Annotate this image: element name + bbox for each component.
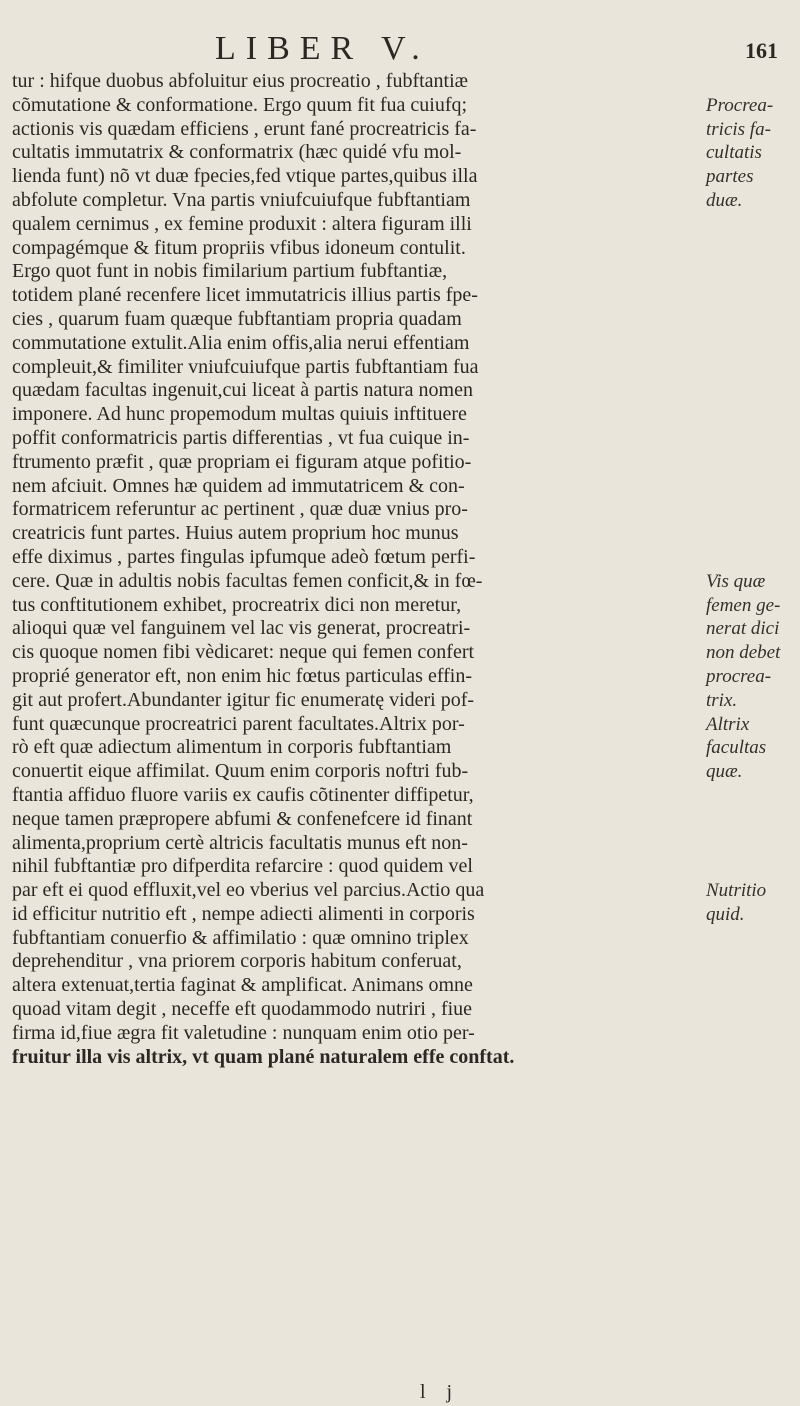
margin-note: Vis quæ	[706, 570, 766, 592]
text-line: nem afciuit. Omnes hæ quidem ad immutatricem & con-	[12, 474, 465, 497]
text-line: altera extenuat,tertia faginat & amplificat. Animans omne	[12, 974, 473, 997]
text-line: firma id,fiue ægra fit valetudine : nunquam enim otio per-	[12, 1021, 475, 1044]
text-line: neque tamen præpropere abfumi & confenefcere id finant	[12, 807, 473, 830]
text-line: funt quæcunque procreatrici parent facultates.Altrix por-	[12, 712, 465, 735]
page-header	[0, 30, 800, 70]
text-line: compleuit,& fimiliter vniufcuiufque partis fubftantiam fua	[12, 355, 479, 378]
margin-note: trix.	[706, 689, 738, 711]
text-line: par eft ei quod effluxit,vel eo vberius vel parcius.Actio qua	[12, 879, 485, 902]
text-line: id efficitur nutritio eft , nempe adiecti alimenti in corporis	[12, 902, 475, 925]
text-line: ftrumento præfit , quæ propriam ei figuram atque pofitio-	[12, 450, 472, 473]
text-line: alioqui quæ vel fanguinem vel lac vis generat, procreatri-	[12, 617, 471, 640]
text-line: cultatis immutatrix & conformatrix (hæc quidé vfu mol-	[12, 141, 462, 164]
text-line: tur : hifque duobus abfoluitur eius procreatio , fubftantiæ	[12, 70, 469, 92]
margin-note: Procrea-	[706, 94, 774, 116]
margin-note: duæ.	[706, 190, 743, 211]
text-line: ftantia affiduo fluore variis ex caufis cõtinenter diffipetur,	[12, 783, 474, 806]
text-line: Ergo quot funt in nobis fimilarium partium fubftantiæ,	[12, 260, 448, 283]
margin-note: partes	[706, 166, 754, 188]
text-line: cõmutatione & conformatione. Ergo quum fit fua cuiufq;	[12, 93, 468, 116]
text-line: deprehenditur , vna priorem corporis habitum conferuat,	[12, 950, 462, 973]
text-line: qualem cernimus , ex femine produxit : altera figuram illi	[12, 212, 472, 235]
text-line: abfolute completur. Vna partis vniufcuiufque fubftantiam	[12, 188, 471, 211]
text-line: cere. Quæ in adultis nobis facultas femen conficit,& in fœ-	[12, 569, 483, 592]
text-line: fubftantiam conuerfio & affimilatio : quæ omnino triplex	[12, 926, 469, 949]
text-line: tus conftitutionem exhibet, procreatrix dici non meretur,	[12, 593, 462, 616]
text-line: nihil fubftantiæ pro difperdita refarcire : quod quidem vel	[12, 855, 473, 878]
margin-note: facultas	[706, 737, 767, 759]
text-line: actionis vis quædam efficiens , erunt fané procreatricis fa-	[12, 117, 477, 140]
text-line: effe diximus , partes fingulas ipfumque adeò fœtum perfi-	[12, 545, 476, 568]
text-line: git aut profert.Abundanter igitur fic enumeratę videri pof-	[12, 688, 475, 711]
text-line: poffit conformatricis partis differentias , vt fua cuique in-	[12, 426, 470, 449]
text-line: compagémque & fitum propriis vfibus idoneum contulit.	[12, 236, 466, 259]
text-line: creatricis funt partes. Huius autem proprium hoc munus	[12, 522, 459, 545]
margin-note: tricis fa-	[706, 118, 771, 140]
text-line: totidem plané recenfere licet immutatricis illius partis fpe-	[12, 284, 478, 307]
signature-mark: l j	[420, 1381, 461, 1403]
text-line: commutatione extulit.Alia enim offis,alia nerui effentiam	[12, 331, 470, 354]
page-number: 161	[745, 38, 778, 63]
margin-note: femen ge-	[706, 594, 781, 616]
margin-note: quæ.	[706, 761, 743, 783]
text-line: imponere. Ad hunc propemodum multas quiuis inftituere	[12, 403, 467, 426]
text-line: quoad vitam degit , neceffe eft quodammodo nutriri , fiue	[12, 998, 473, 1021]
text-line: quædam facultas ingenuit,cui liceat à partis natura nomen	[12, 379, 473, 402]
margin-note: quid.	[706, 904, 745, 925]
text-line: proprié generator eft, non enim hic fœtus particulas effin-	[12, 664, 473, 687]
text-line: alimenta,proprium certè altricis facultatis munus eft non-	[12, 831, 468, 854]
text-line: lienda funt) nõ vt duæ fpecies,fed vtique partes,quibus illa	[12, 165, 478, 188]
running-head: LIBER V.	[215, 30, 430, 67]
margin-note: non debet	[706, 642, 781, 664]
margin-note: Nutritio	[706, 880, 767, 902]
text-line: fruitur illa vis altrix, vt quam plané naturalem effe conftat.	[12, 1045, 515, 1068]
text-line: cies , quarum fuam quæque fubftantiam propria quadam	[12, 307, 462, 330]
text-line: rò eft quæ adiectum alimentum in corporis fubftantiam	[12, 736, 452, 759]
main-text-block	[12, 70, 702, 1069]
margin-note: Altrix	[706, 713, 750, 735]
margin-note: cultatis	[706, 142, 762, 164]
text-line: conuertit eique affimilat. Quum enim corporis noftri fub-	[12, 760, 469, 783]
margin-note: procrea-	[706, 666, 772, 687]
margin-note: nerat dici	[706, 618, 780, 640]
text-line: cis quoque nomen fibi vèdicaret: neque qui femen confert	[12, 641, 475, 664]
text-line: formatricem referuntur ac pertinent , quæ duæ vnius pro-	[12, 498, 468, 521]
